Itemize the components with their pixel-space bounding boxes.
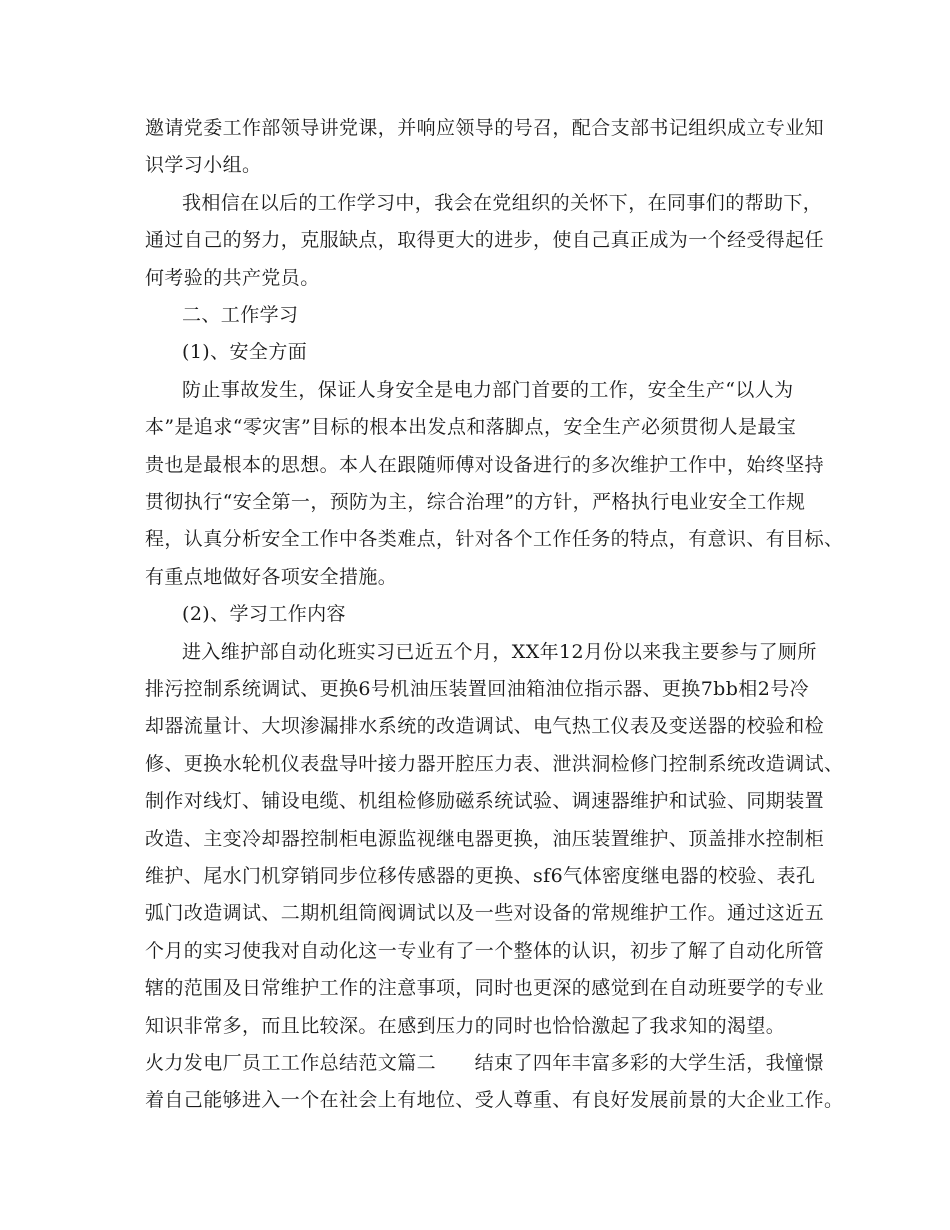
text-line: 有重点地做好各项安全措施。 [145,565,398,588]
text-line: 邀请党委工作部领导讲党课，并响应领导的号召，配合支部书记组织成立专业知 [145,117,825,139]
text-line: 我相信在以后的工作学习中，我会在党组织的关怀下，在同事们的帮助下， [182,191,823,214]
text-line: (1)、安全方面 [182,341,308,364]
text-line: 修、更换水轮机仪表盘导叶接力器开腔压力表、泄洪洞检修门控制系统改造调试、 [145,752,844,775]
text-line: 识学习小组。 [145,154,262,177]
text-line: 防止事故发生，保证人身安全是电力部门首要的工作，安全生产“以人为 [182,378,794,401]
text-line: 维护、尾水门机穿销同步位移传感器的更换、sf6气体密度继电器的校验、表孔 [145,865,816,887]
text-line: 火力发电厂员工工作总结范文篇二 结束了四年丰富多彩的大学生活，我憧憬 [145,1052,824,1074]
text-line: 个月的实习使我对自动化这一专业有了一个整体的认识，初步了解了自动化所管 [145,939,825,962]
text-line: 本”是追求“零灾害”目标的根本出发点和落脚点，安全生产必须贯彻人是最宝 [145,416,797,439]
text-line: 着自己能够进入一个在社会上有地位、受人尊重、有良好发展前景的大企业工作。 [145,1089,844,1112]
text-line: 辖的范围及日常维护工作的注意事项，同时也更深的感觉到在自动班要学的专业 [145,977,825,1000]
text-line: 改造、主变冷却器控制柜电源监视继电器更换，油压装置维护、顶盖排水控制柜 [145,827,825,850]
text-line: 通过自己的努力，克服缺点，取得更大的进步，使自己真正成为一个经受得起任 [145,229,825,252]
text-line: 弧门改造调试、二期机组筒阀调试以及一些对设备的常规维护工作。通过这近五 [145,902,825,925]
text-line: 何考验的共产党员。 [145,266,320,289]
text-line: 进入维护部自动化班实习已近五个月，XX年12月份以来我主要参与了厕所 [182,640,817,663]
text-line: 知识非常多，而且比较深。在感到压力的同时也恰恰激起了我求知的渴望。 [145,1014,786,1037]
text-line: 却器流量计、大坝渗漏排水系统的改造调试、电气热工仪表及变送器的校验和检 [145,715,825,738]
text-line: (2)、学习工作内容 [182,603,346,626]
text-line: 制作对线灯、铺设电缆、机组检修励磁系统试验、调速器维护和试验、同期装置 [145,790,825,813]
text-line: 贯彻执行“安全第一，预防为主，综合治理”的方针，严格执行电业安全工作规 [145,491,806,513]
text-line: 二、工作学习 [182,304,299,326]
text-line: 排污控制系统调试、更换6号机油压装置回油箱油位指示器、更换7bb相2号冷 [145,678,809,700]
text-line: 贵也是最根本的思想。本人在跟随师傅对设备进行的多次维护工作中，始终坚持 [145,453,825,476]
text-line: 程，认真分析安全工作中各类难点，针对各个工作任务的特点，有意识、有目标、 [145,528,844,551]
